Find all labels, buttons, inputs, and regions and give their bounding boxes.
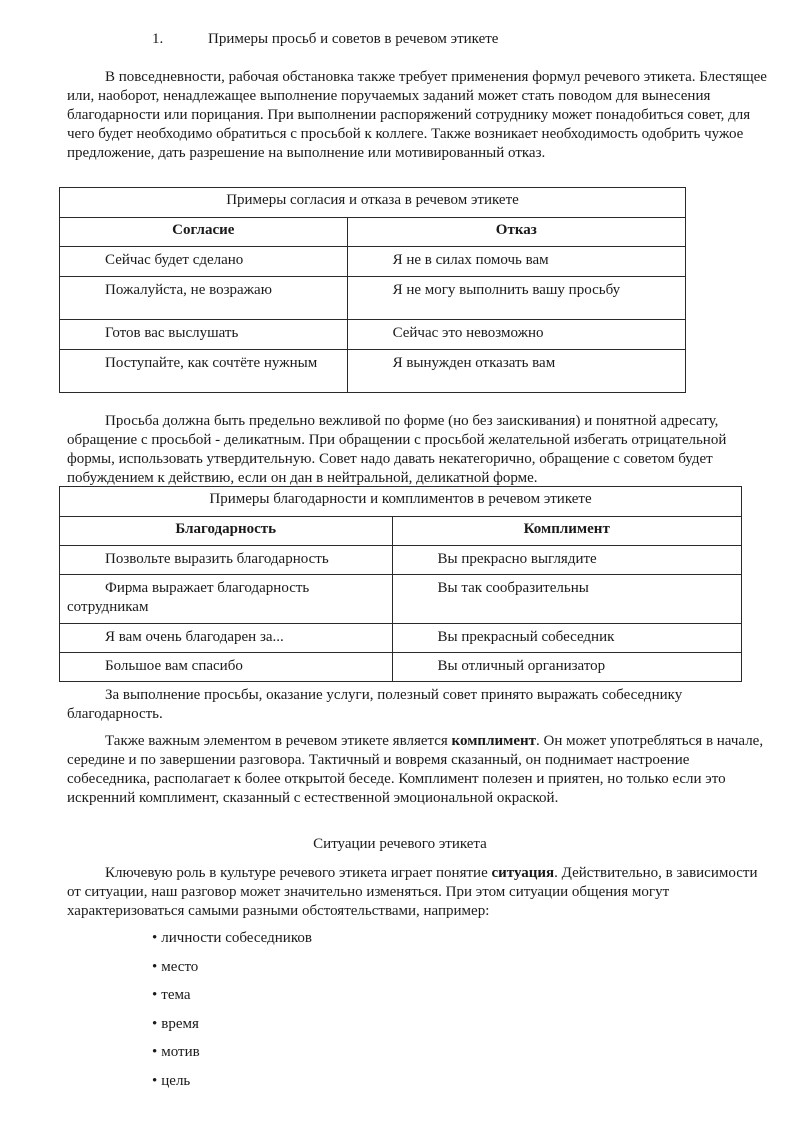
table-cell-line: сотрудникам [67,599,149,615]
table-cell: Я вынужден отказать вам [347,350,685,393]
paragraph-request [67,412,777,488]
table-cell: Я не могу выполнить вашу просьбу [347,277,685,320]
paragraph-compliment-bold: комплимент [451,733,537,749]
table-cell: Вы так сообразительны [392,575,742,624]
circumstances-list [152,929,312,1101]
table-header: Согласие [60,218,348,247]
bullet-icon: • [152,1044,158,1061]
subheading-situations: Ситуации речевого этикета [313,836,487,852]
table-cell: Вы прекрасно выглядите [392,546,742,575]
table-cell: Пожалуйста, не возражаю [60,277,348,320]
list-item [152,1043,312,1072]
list-item-text: тема [161,987,191,1004]
list-item-text: время [161,1015,199,1032]
table-cell: Сейчас будет сделано [60,247,348,277]
paragraph-situation [67,864,767,921]
bullet-icon: • [152,1072,158,1089]
list-item-text: личности собеседников [161,930,312,946]
table-cell: Вы прекрасный собеседник [392,624,742,653]
table-cell: Вы отличный организатор [392,653,742,682]
paragraph-compliment [67,732,767,808]
list-item [152,958,312,987]
list-item [152,1072,312,1101]
bullet-icon: • [152,958,158,975]
table-cell: Готов вас выслушать [60,320,348,350]
table-header: Благодарность [60,517,393,546]
paragraph-situation-text: . Действительно, в зависимости от ситуации, наш разговор может значительно изменяться. При этом ситуации общения могут характеризоваться самыми разными обстоятельствами, например: [67,865,758,919]
table-cell: Позвольте выразить благодарность [60,546,393,575]
table-cell [60,575,393,624]
table-header: Отказ [347,218,685,247]
bullet-icon: • [152,930,158,946]
table-cell: Я не в силах помочь вам [347,247,685,277]
section-number: 1. [152,31,164,47]
table-cell-line: Фирма выражает благодарность [105,580,310,596]
table-agreement-refusal [59,187,686,393]
table-gratitude-compliment [59,486,742,682]
bullet-icon: • [152,1015,158,1032]
paragraph-intro [67,68,767,163]
paragraph-compliment-text: . Он может употребляться в начале, середине и по завершении разговора. Тактичный и вовремя сказанный, он поднимает настроение собеседника, располагает к более открытой беседе. Комплимент полезен и приятен, но только если это искренний комплимент, сказанный с естественной эмоциональной окраской. [67,733,764,806]
list-item [152,986,312,1015]
table-cell: Большое вам спасибо [60,653,393,682]
paragraph-situation-text: Ключевую роль в культуре речевого этикета играет понятие [105,865,492,881]
table-cell: Поступайте, как сочтёте нужным [60,350,348,393]
paragraph-gratitude [67,686,767,724]
table-cell: Я вам очень благодарен за... [60,624,393,653]
list-item-text: мотив [161,1044,200,1061]
list-item [152,1015,312,1044]
list-item [152,929,312,958]
paragraph-compliment-text: Также важным элементом в речевом этикете является [105,733,452,749]
table-caption: Примеры благодарности и комплиментов в речевом этикете [60,487,742,517]
paragraph-situation-bold: ситуация [491,865,555,881]
paragraph-intro-text: В повседневности, рабочая обстановка также требует применения формул речевого этикета. Блестящее или, наоборот, ненадлежащее выполнение поручаемых заданий может стать поводом для вынесения благодарности или порицания. При выполнении распоряжений сотруднику может понадобиться совет, для чего будет необходимо обратиться с просьбой к коллеге. Также возникает необходимость одобрить чужое предложение, дать разрешение на выполнение или мотивированный отказ. [67,69,767,161]
table-caption: Примеры согласия и отказа в речевом этикете [60,188,686,218]
section-title: Примеры просьб и советов в речевом этикете [208,31,499,47]
list-item-text: место [161,958,199,975]
paragraph-request-text: Просьба должна быть предельно вежливой по форме (но без заискивания) и понятной адресату, обращение с просьбой - деликатным. При обращении с просьбой желательной избегать отрицательной формы, использовать утвердительную. Совет надо давать некатегорично, обращение с советом будет побуждением к действию, если он дан в нейтральной, деликатной форме. [67,413,727,486]
table-cell: Сейчас это невозможно [347,320,685,350]
paragraph-gratitude-text: За выполнение просьбы, оказание услуги, полезный совет принято выражать собеседнику благодарность. [67,687,683,722]
section-heading [152,30,498,49]
list-item-text: цель [161,1072,191,1089]
bullet-icon: • [152,987,158,1004]
table-header: Комплимент [392,517,742,546]
